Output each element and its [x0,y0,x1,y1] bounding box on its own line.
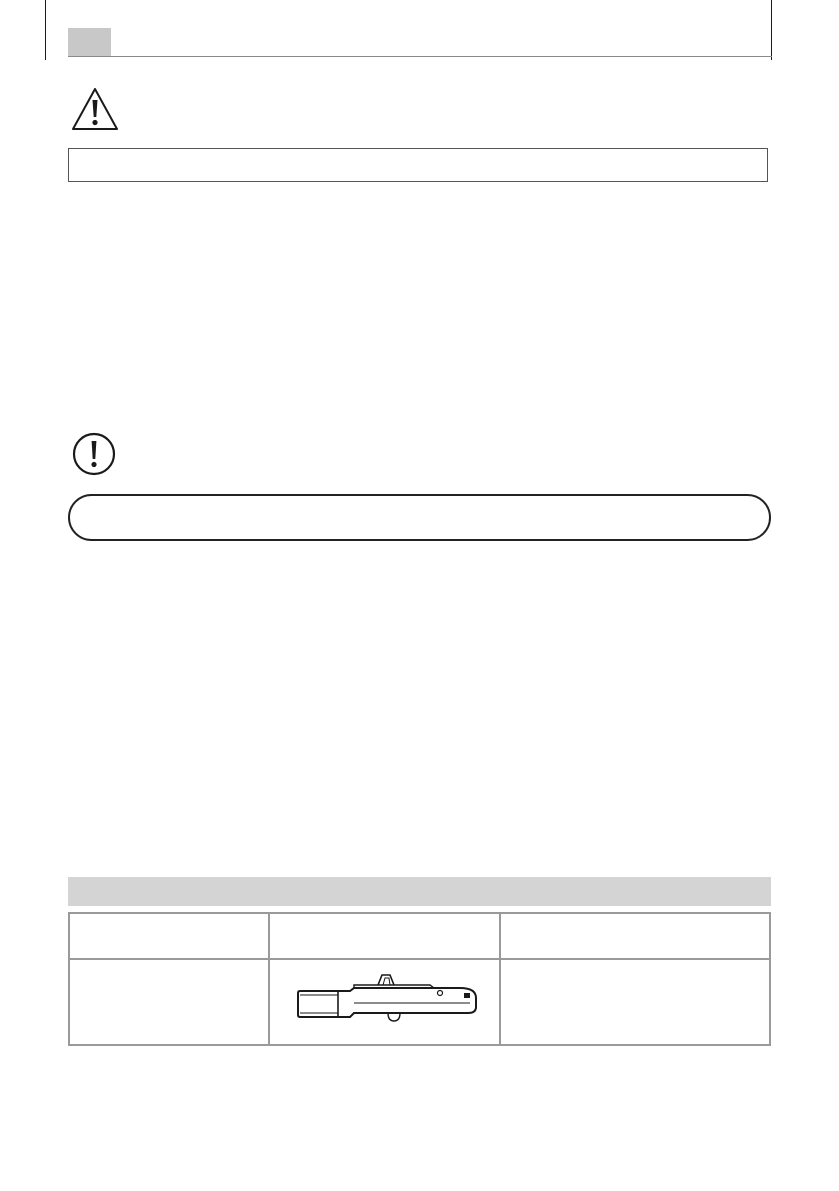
header-rule [68,56,772,57]
device-drawing-icon [290,971,480,1031]
column-header [500,913,770,959]
warning-heading-box [68,148,768,182]
table-row [69,959,770,1045]
parts-table [68,912,771,1046]
column-header [269,913,500,959]
part-description-cell [500,959,770,1045]
table-header-row [69,913,770,959]
part-image-cell [269,959,500,1045]
part-name-cell [69,959,269,1045]
notice-heading-box [68,494,771,541]
crop-mark-left [45,0,46,60]
exclamation-circle-icon [72,432,116,476]
page-header-tab [68,28,111,56]
column-header [69,913,269,959]
warning-triangle-icon [70,86,120,132]
crop-mark-right [771,0,772,60]
parts-table-title [68,877,771,906]
